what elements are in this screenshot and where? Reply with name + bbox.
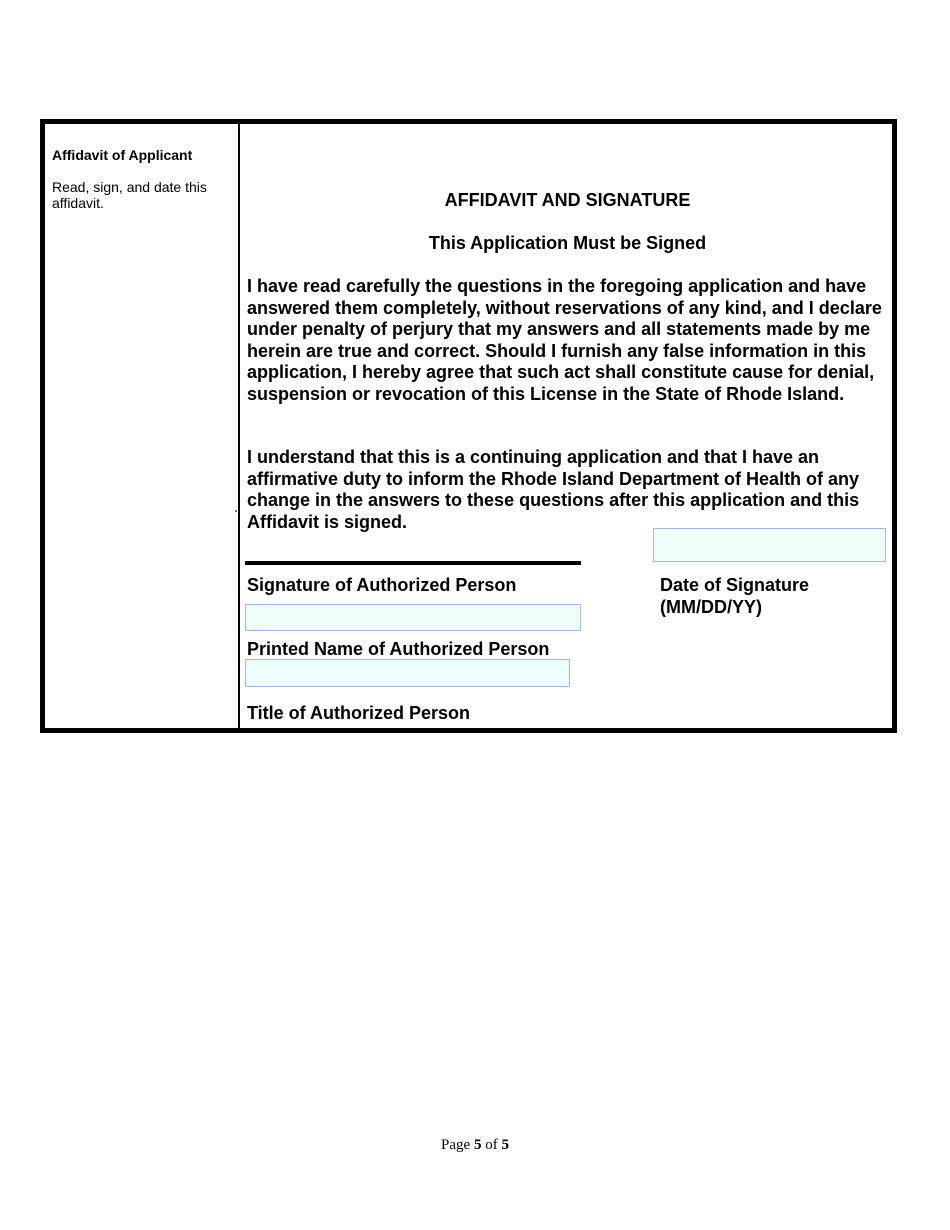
date-of-signature-field[interactable]: [653, 528, 886, 562]
column-divider: [238, 124, 240, 728]
printed-name-label: Printed Name of Authorized Person: [247, 639, 550, 659]
affidavit-subheading: This Application Must be Signed: [428, 233, 707, 253]
title-field[interactable]: [245, 659, 570, 687]
affidavit-paragraph-1: I have read carefully the questions in the foregoing application and have answered them completely, without reservations of any kind, and I declare under penalty of perjury that my answers and all statements made by me herein are true and correct. Should I furnish any false information in this application, I hereby agree that such act shall constitute cause for denial, suspension or revocation of this License in the State of Rhode Island.: [247, 276, 882, 404]
section-title: Affidavit of Applicant: [52, 147, 193, 163]
page-total: 5: [501, 1137, 509, 1153]
page-prefix: Page: [441, 1137, 471, 1153]
printed-name-field[interactable]: [245, 604, 581, 631]
date-label-line2: (MM/DD/YY): [660, 596, 762, 617]
date-of-signature-label: [660, 575, 809, 618]
affidavit-paragraph-2: I understand that this is a continuing application and that I have an affirmative duty to inform the Rhode Island Department of Health of any change in the answers to these questions after this application and this Affidavit is signed.: [247, 447, 860, 532]
page-footer: [0, 1137, 950, 1154]
date-label-line1: Date of Signature: [660, 575, 810, 595]
signature-line[interactable]: [245, 561, 581, 565]
section-instruction: Read, sign, and date this affidavit.: [52, 179, 207, 211]
signature-label: Signature of Authorized Person: [247, 575, 517, 595]
affidavit-heading: AFFIDAVIT AND SIGNATURE: [444, 190, 691, 210]
page-current: 5: [473, 1137, 482, 1153]
stray-mark: [235, 510, 237, 512]
page-of: of: [485, 1137, 498, 1153]
title-label: Title of Authorized Person: [247, 703, 471, 723]
affidavit-form-box: [40, 119, 897, 733]
